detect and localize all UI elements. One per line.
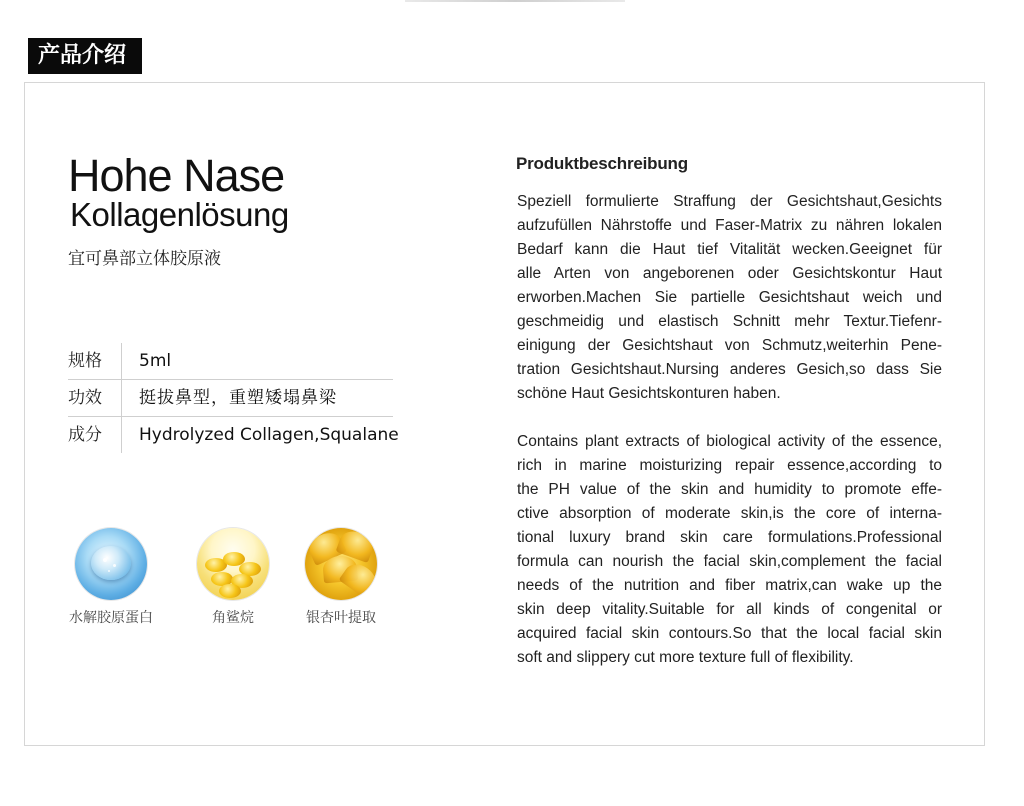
paragraph-line: formula can nourish the facial skin,complement the facial (517, 553, 942, 570)
ingredient-label: 角鲨烷 (212, 610, 254, 626)
top-divider (405, 0, 625, 2)
description-german (517, 190, 942, 406)
spec-key: 功效 (68, 380, 122, 416)
description-english (517, 430, 942, 670)
ingredient-item (178, 528, 288, 628)
paragraph-line: einigung der Gesichtshaut von Schmutz,weiterhin Pene- (517, 337, 942, 354)
section-tag: 产品介绍 (28, 38, 142, 74)
paragraph-line: schöne Haut Gesichtskonturen haben. (517, 385, 781, 402)
ingredient-list (69, 528, 404, 638)
spec-key: 成分 (68, 417, 122, 453)
paragraph-line: tional luxury brand skin care formulations.Professional (517, 529, 942, 546)
ingredient-label: 水解胶原蛋白 (69, 610, 153, 626)
ingredient-item (56, 528, 166, 628)
spec-value: Hydrolyzed Collagen,Squalane (139, 425, 399, 445)
spec-row-ingredients (68, 417, 399, 453)
paragraph-line: rich in marine moisturizing repair essence,according to (517, 457, 942, 474)
spec-key: 规格 (68, 343, 122, 379)
spec-table (68, 343, 399, 453)
paragraph-line: alle Arten von angeborenen oder Gesichtskontur Haut (517, 265, 942, 282)
paragraph-line: erworben.Machen Sie partielle Gesichtshaut weich und (517, 289, 942, 306)
paragraph-line: Speziell formulierte Straffung der Gesichtshaut,Gesichts (517, 193, 942, 210)
oil-capsule-icon (197, 528, 269, 600)
product-title: Hohe Nase (68, 150, 285, 201)
paragraph-line: geschmeidig und elastisch Schnitt mehr Textur.Tiefenr- (517, 313, 942, 330)
paragraph-line: tration Gesichtshaut.Nursing anderes Gesich,so dass Sie (517, 361, 942, 378)
spec-value: 5ml (139, 351, 172, 371)
ingredient-label: 银杏叶提取 (306, 610, 376, 626)
paragraph-line: the PH value of the skin and humidity to promote effe- (517, 481, 942, 498)
paragraph-line: aufzufüllen Nährstoffe und Faser-Matrix zu nähren lokalen (517, 217, 942, 234)
paragraph-line: soft and slippery cut more texture full of flexibility. (517, 649, 854, 666)
spec-row-effect (68, 380, 393, 417)
description-heading: Produktbeschreibung (516, 154, 688, 173)
product-title-cn: 宜可鼻部立体胶原液 (68, 249, 221, 269)
ginkgo-leaf-icon (305, 528, 377, 600)
product-subtitle: Kollagenlösung (70, 196, 289, 233)
paragraph-line: Bedarf kann die Haut tief Vitalität wecken.Geeignet für (517, 241, 942, 258)
paragraph-line: needs of the nutrition and fiber matrix,can wake up the (517, 577, 942, 594)
paragraph-line: skin deep vitality.Suitable for all kinds of congenital or (517, 601, 942, 618)
ingredient-item (286, 528, 396, 628)
paragraph-line: ctive absorption of moderate skin,is the core of interna- (517, 505, 942, 522)
spec-row-size (68, 343, 393, 380)
paragraph-line: acquired facial skin contours.So that the local facial skin (517, 625, 942, 642)
paragraph-line: Contains plant extracts of biological activity of the essence, (517, 433, 942, 450)
water-drop-icon (75, 528, 147, 600)
spec-value: 挺拔鼻型，重塑矮塌鼻梁 (139, 388, 337, 408)
